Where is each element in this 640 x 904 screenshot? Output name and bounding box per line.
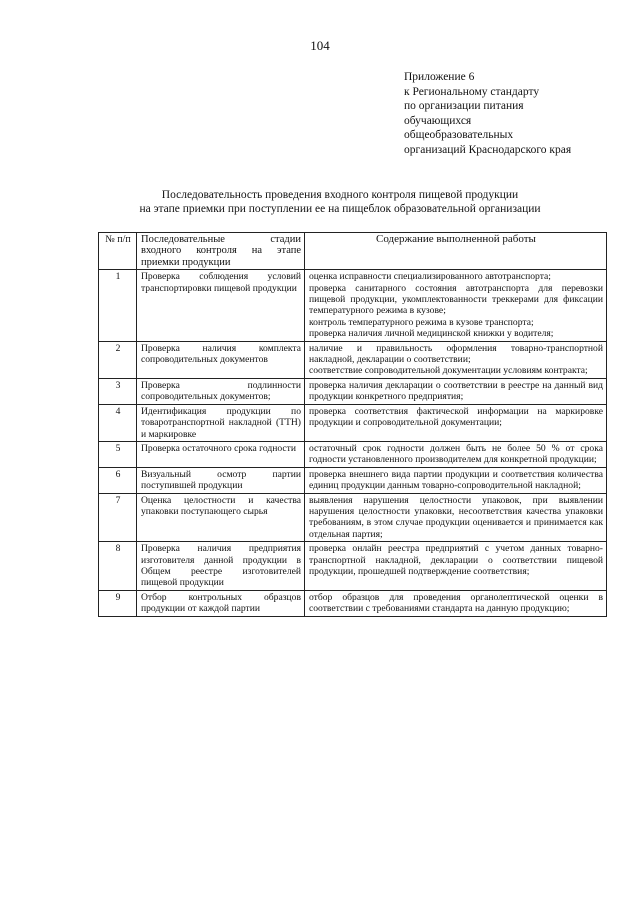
appendix-line: обучающихся [404,114,472,127]
row-content [305,441,607,467]
row-number: 9 [99,590,137,616]
row-stage: Оценка целостности и качества упаковки поступающего сырья [137,493,305,542]
appendix-line: по организации питания [404,100,524,112]
content-item: отбор образцов для проведения органолептической оценки в соответствии с требованиями стандарта на данную продукцию; [309,591,603,615]
row-content [305,341,607,378]
content-item: соответствие сопроводительной документации условиям контракта; [309,365,588,377]
row-number: 3 [99,378,137,404]
table-row [99,467,607,493]
row-number: 6 [99,467,137,493]
appendix-line: организаций Краснодарского края [404,143,572,156]
table-row [99,404,607,441]
table-row [99,441,607,467]
header-content: Содержание выполненной работы [305,233,607,270]
content-item: наличие и правильность оформления товарно-транспортной накладной, декларации о соответствии; [309,342,603,366]
row-stage: Проверка соблюдения условий транспортировки пищевой продукции [137,270,305,341]
row-stage: Проверка подлинности сопроводительных документов; [137,378,305,404]
row-content [305,542,607,591]
row-content [305,590,607,616]
row-stage: Проверка наличия предприятия изготовителя данной продукции в Общем реестре изготовителей пищевой продукции [137,542,305,591]
row-number: 5 [99,441,137,467]
row-number: 2 [99,341,137,378]
row-stage: Визуальный осмотр партии поступившей продукции [137,467,305,493]
table-header-row [99,233,607,270]
content-item: проверка санитарного состояния автотранспорта для перевозки пищевой продукции, укомплектованности треккерами для фиксации температурного режима в кузове; [309,282,603,317]
content-item: проверка внешнего вида партии продукции и соответствия количества единиц продукции данным товарно-сопроводительной накладной; [309,468,603,492]
appendix-heading [404,70,624,157]
table-row [99,270,607,341]
row-number: 1 [99,270,137,341]
content-item: оценка исправности специализированного автотранспорта; [309,271,551,283]
row-content [305,270,607,341]
table-row [99,542,607,591]
header-num: № п/п [99,233,137,270]
control-table [98,232,607,617]
title-line-2: на этапе приемки при поступлении ее на пищеблок образовательной организации [139,203,541,215]
appendix-line: Приложение 6 [404,71,475,83]
row-stage: Отбор контрольных образцов продукции от каждой партии [137,590,305,616]
document-title [60,188,620,216]
table-row [99,493,607,542]
row-number: 8 [99,542,137,591]
row-content [305,493,607,542]
table-row [99,378,607,404]
title-line-1: Последовательность проведения входного контроля пищевой продукции [161,189,519,201]
row-content [305,378,607,404]
page-number: 104 [310,38,330,53]
content-item: проверка наличия личной медицинской книжки у водителя; [309,328,554,340]
table-row [99,341,607,378]
appendix-line: к Региональному стандарту [404,85,540,98]
row-stage: Идентификация продукции по товаротранспортной накладной (ТТН) и маркировке [137,404,305,441]
content-item: проверка наличия декларации о соответствии в реестре на данный вид продукции конкретного предприятия; [309,379,603,403]
content-item: выявления нарушения целостности упаковок, при выявлении нарушения целостности упаковки, несоответствия качества упаковки требованиям, в этом случае продукции оценивается и принимается как отдельная партия; [309,494,603,540]
row-content [305,467,607,493]
header-stage: Последовательные стадии входного контроля на этапе приемки продукции [137,233,305,270]
table-row [99,590,607,616]
appendix-line: общеобразовательных [404,129,514,141]
row-content [305,404,607,441]
table-body [99,270,607,616]
content-item: проверка онлайн реестра предприятий с учетом данных товарно-транспортной накладной, декларации о соответствии пищевой продукции, прошедшей подтверждение соответствия; [309,543,603,577]
row-number: 7 [99,493,137,542]
row-number: 4 [99,404,137,441]
content-item: проверка соответствия фактической информации на маркировке продукции и сопроводительной документации; [309,405,603,429]
row-stage: Проверка остаточного срока годности [137,441,305,467]
content-item: остаточный срок годности должен быть не более 50 % от срока годности установленного производителем для конкретной продукции; [309,442,603,466]
content-item: контроль температурного режима в кузове транспорта; [309,316,534,328]
row-stage: Проверка наличия комплекта сопроводительных документов [137,341,305,378]
